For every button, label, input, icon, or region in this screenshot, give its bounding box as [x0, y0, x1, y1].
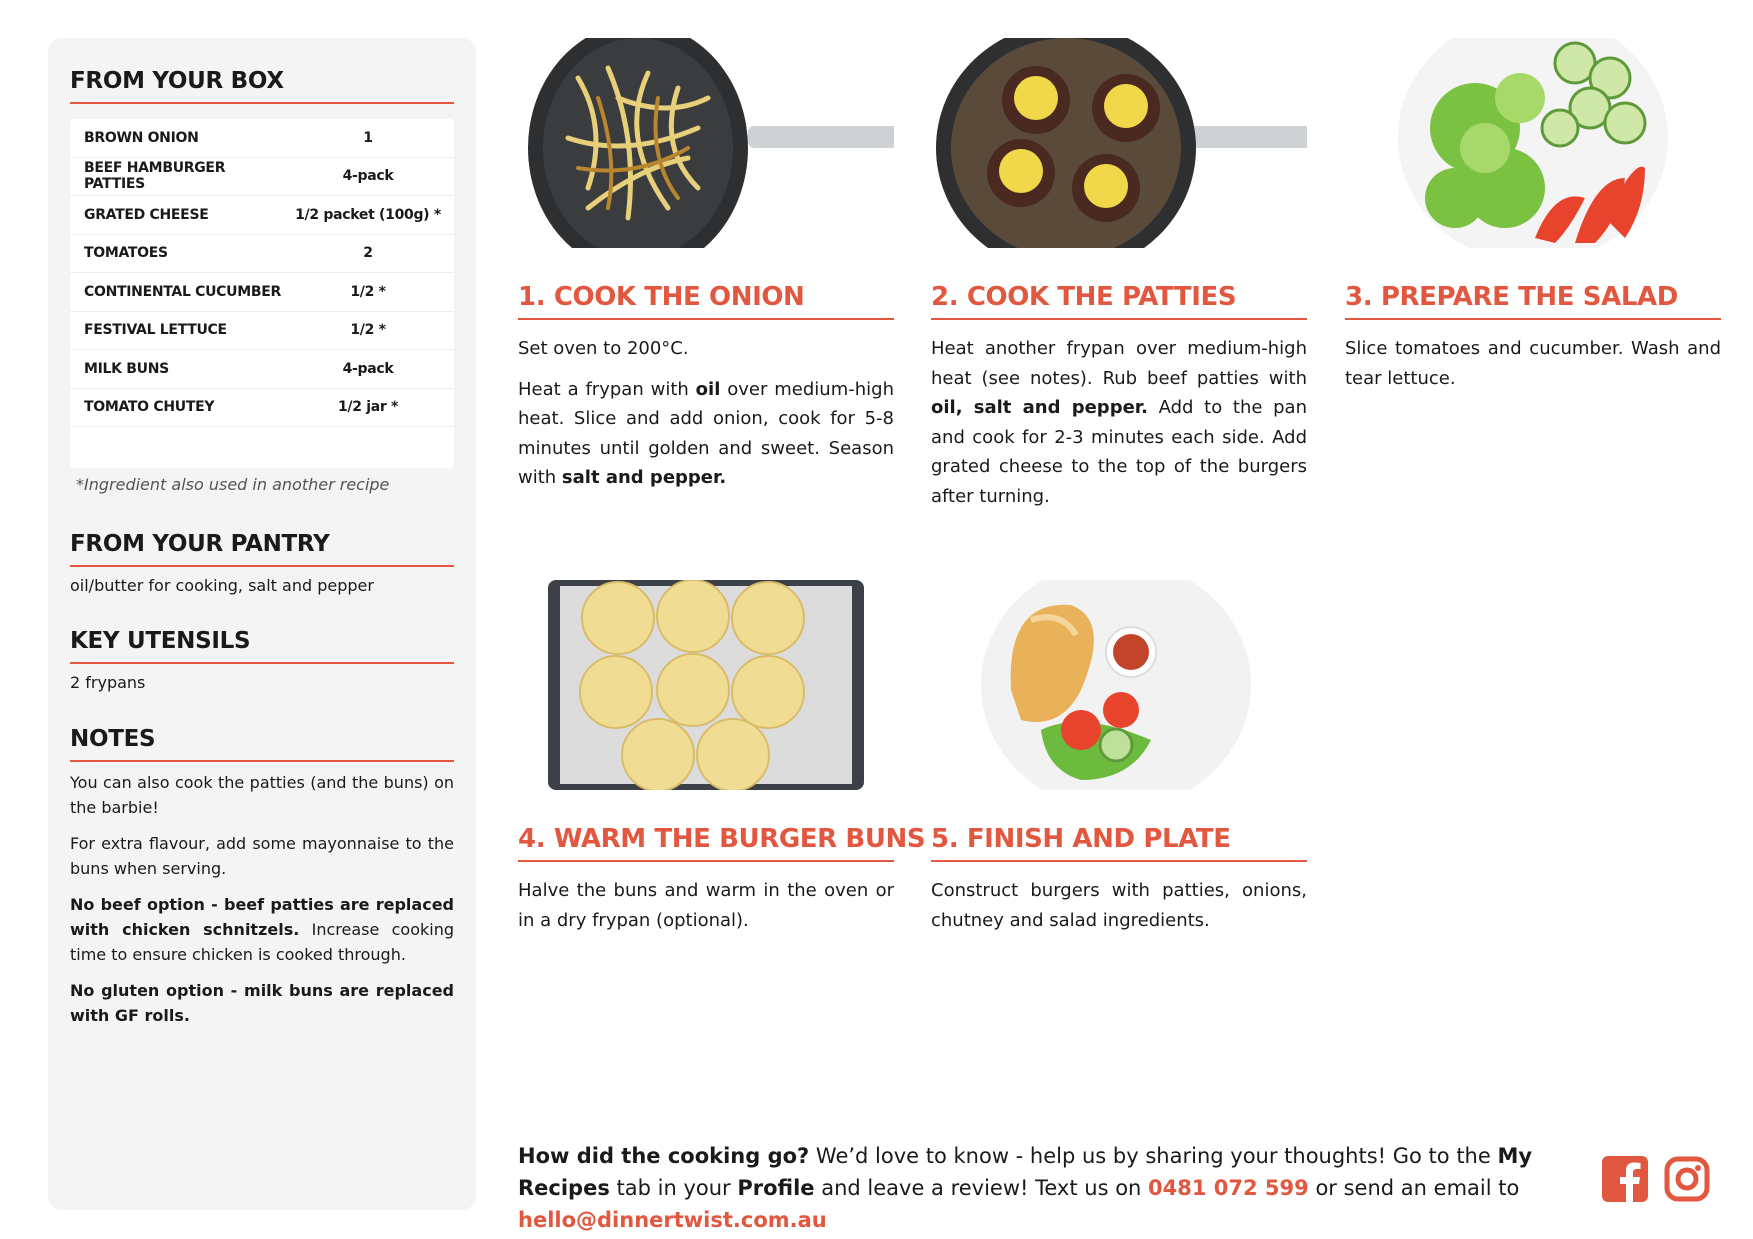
- ingredient-qty: 1/2 *: [350, 322, 386, 339]
- facebook-icon[interactable]: [1602, 1156, 1648, 1202]
- ingredient-name: FESTIVAL LETTUCE: [84, 322, 227, 339]
- ingredient-name: CONTINENTAL CUCUMBER: [84, 283, 281, 300]
- step-5-p1: Construct burgers with patties, onions, chutney and salad ingredients.: [931, 880, 1307, 931]
- ingredients-panel: [48, 38, 476, 1210]
- ingredients-table: [70, 119, 454, 468]
- step-5: [931, 580, 1307, 946]
- ingredient-name: MILK BUNS: [84, 360, 169, 377]
- step-text: Heat a frypan with: [518, 378, 696, 400]
- note-paragraph: For extra flavour, add some mayonnaise to the buns when serving.: [70, 834, 454, 878]
- feedback-text-part: tab in your: [609, 1176, 738, 1200]
- ingredient-name: GRATED CHEESE: [84, 206, 209, 223]
- ingredient-qty: 4-pack: [342, 168, 394, 185]
- step-3-title: 3. PREPARE THE SALAD: [1345, 282, 1721, 320]
- step-5-body: [931, 876, 1307, 935]
- step-text: Heat another frypan over medium-high heat (see notes). Rub beef patties with: [931, 338, 1307, 389]
- ingredient-name: BEEF HAMBURGER PATTIES: [84, 160, 226, 193]
- key-utensils-heading: KEY UTENSILS: [70, 628, 454, 664]
- step-1-body: [518, 334, 894, 493]
- ingredient-row: [70, 158, 454, 197]
- note-text: Increase cooking time to ensure chicken is cooked through.: [70, 920, 454, 964]
- step-2: [931, 38, 1307, 522]
- step-4-title: 4. WARM THE BURGER BUNS: [518, 824, 894, 862]
- note-bold: No beef option - beef patties are replaced with chicken schnitzels.: [70, 895, 454, 939]
- pantry-text: oil/butter for cooking, salt and pepper: [70, 576, 374, 595]
- ingredient-row: [70, 350, 454, 389]
- ingredient-row: [70, 389, 454, 428]
- ingredient-qty: 1: [363, 129, 373, 146]
- ingredient-qty: 1/2 jar *: [337, 399, 399, 416]
- notes-heading: NOTES: [70, 726, 454, 762]
- step-2-p1: [931, 334, 1307, 511]
- step-1-p2: [518, 375, 894, 493]
- step-text: over medium-high heat. Slice and add onion, cook for 5-8 minutes until golden and sweet. Season with: [518, 378, 894, 488]
- instagram-icon[interactable]: [1664, 1156, 1710, 1202]
- feedback-text-part: We’d love to know - help us by sharing your thoughts! Go to the: [809, 1144, 1498, 1168]
- ingredient-row: [70, 312, 454, 351]
- step-3-body: [1345, 334, 1721, 393]
- ingredient-row: [70, 273, 454, 312]
- ingredient-name: BROWN ONION: [84, 129, 199, 146]
- from-your-box-heading: FROM YOUR BOX: [70, 68, 454, 104]
- ingredient-name: TOMATO CHUTEY: [84, 399, 215, 416]
- step-3-image: [1345, 38, 1721, 248]
- from-your-pantry-heading: FROM YOUR PANTRY: [70, 531, 454, 567]
- note-bold: No gluten option - milk buns are replaced with GF rolls.: [70, 981, 454, 1025]
- step-1-title: 1. COOK THE ONION: [518, 282, 894, 320]
- phone-link[interactable]: 0481 072 599: [1148, 1176, 1309, 1200]
- ingredient-footnote: *Ingredient also used in another recipe: [76, 475, 390, 494]
- step-3-p1: Slice tomatoes and cucumber. Wash and tear lettuce.: [1345, 338, 1721, 389]
- ingredient-qty: 1/2 packet (100g) *: [295, 206, 441, 223]
- note-paragraph: [70, 978, 454, 1028]
- step-2-body: [931, 334, 1307, 511]
- step-bold: oil: [695, 378, 721, 400]
- ingredient-row: [70, 119, 454, 158]
- feedback-text-part: or send an email to: [1308, 1176, 1520, 1200]
- step-4-image: [518, 580, 894, 790]
- ingredient-qty: 1/2 *: [350, 283, 386, 300]
- email-link[interactable]: hello@dinnertwist.com.au: [518, 1208, 827, 1232]
- utensils-text: 2 frypans: [70, 673, 146, 692]
- ingredient-qty: 4-pack: [342, 360, 394, 377]
- step-1-image: [518, 38, 894, 248]
- feedback-question: How did the cooking go?: [518, 1144, 810, 1168]
- note-paragraph: You can also cook the patties (and the buns) on the barbie!: [70, 773, 454, 817]
- step-4-body: [518, 876, 894, 935]
- step-1: [518, 38, 894, 504]
- step-text: Add to the pan and cook for 2-3 minutes each side. Add grated cheese to the top of the burgers after turning.: [931, 397, 1307, 507]
- step-2-title: 2. COOK THE PATTIES: [931, 282, 1307, 320]
- ingredient-name: TOMATOES: [84, 245, 168, 262]
- step-4: [518, 580, 926, 946]
- feedback-text: [518, 1140, 1578, 1236]
- step-5-image: [931, 580, 1307, 790]
- notes-body: [70, 770, 454, 1039]
- ingredient-row: [70, 235, 454, 274]
- step-3: [1345, 38, 1721, 404]
- ingredient-qty: 2: [363, 245, 373, 262]
- step-bold: oil, salt and pepper.: [931, 397, 1148, 418]
- note-paragraph: [70, 892, 454, 967]
- step-bold: salt and pepper.: [561, 467, 727, 488]
- step-5-title: 5. FINISH AND PLATE: [931, 824, 1307, 862]
- ingredient-row: [70, 196, 454, 235]
- step-4-p1: Halve the buns and warm in the oven or in a dry frypan (optional).: [518, 880, 894, 931]
- my-recipes-label: My Recipes: [518, 1144, 1533, 1200]
- profile-label: Profile: [737, 1176, 815, 1200]
- step-2-image: [931, 38, 1307, 248]
- feedback-text-part: and leave a review! Text us on: [814, 1176, 1149, 1200]
- step-1-p1: Set oven to 200°C.: [518, 338, 689, 359]
